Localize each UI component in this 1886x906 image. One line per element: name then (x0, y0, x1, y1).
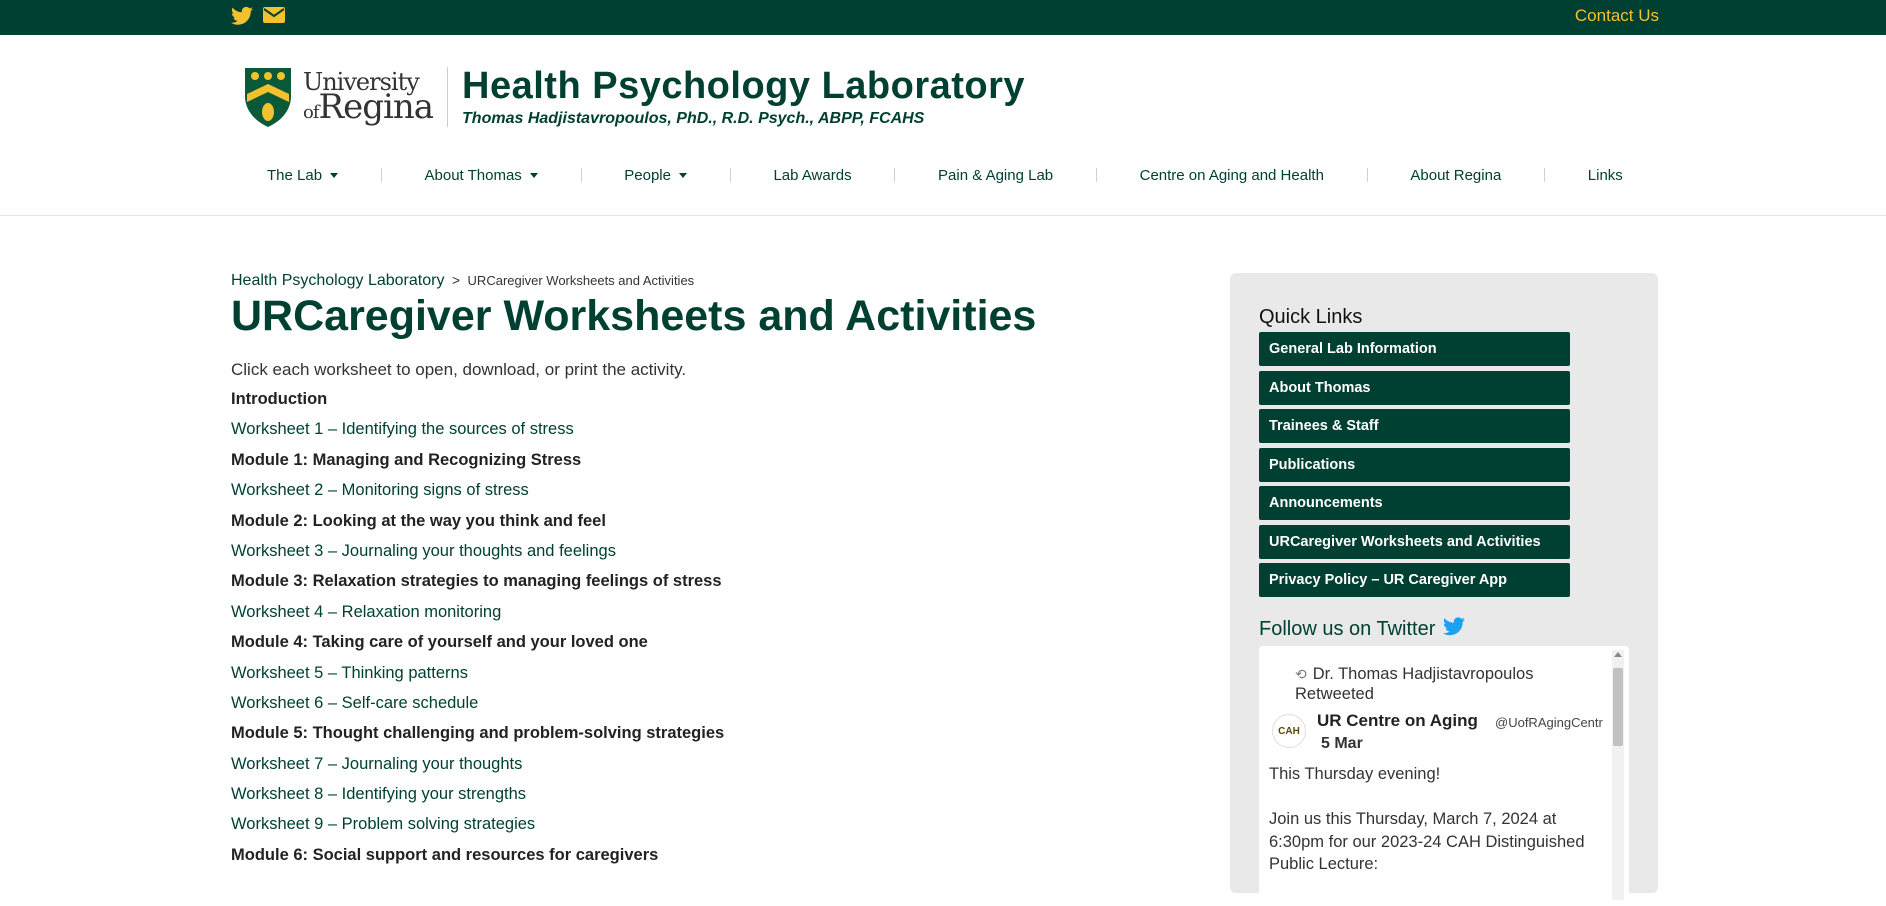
nav-item-label: About Regina (1410, 166, 1502, 184)
nav-separator (1544, 168, 1545, 182)
retweet-label (1295, 664, 1595, 704)
nav-item-centre-on-aging-and-health[interactable] (1140, 167, 1324, 184)
worksheet-link[interactable]: Worksheet 2 – Monitoring signs of stress (231, 481, 529, 500)
twitter-icon[interactable] (231, 6, 253, 26)
worksheet-list-item (231, 753, 1131, 783)
worksheet-list-item (231, 479, 1131, 509)
regina-word-line (303, 87, 434, 127)
nav-item-label: About Thomas (424, 166, 522, 184)
nav-separator (730, 168, 731, 182)
quick-links-title: Quick Links (1259, 306, 1363, 328)
tweet-author-name[interactable]: UR Centre on Aging (1317, 711, 1478, 730)
breadcrumb-separator: > (451, 272, 461, 288)
quick-link-button[interactable]: General Lab Information (1259, 332, 1570, 366)
quick-links-list (1259, 332, 1570, 602)
nav-item-label: People (624, 166, 671, 184)
quick-link-button[interactable]: Publications (1259, 448, 1570, 482)
timeline-scrollbar[interactable] (1612, 650, 1624, 900)
worksheet-list-item (231, 601, 1131, 631)
worksheet-list-item (231, 540, 1131, 570)
sidebar (1230, 273, 1658, 893)
caret-down-icon (330, 173, 338, 178)
university-word: University (303, 68, 419, 96)
top-bar (0, 0, 1886, 35)
nav-item-about-thomas[interactable] (425, 167, 538, 184)
worksheet-link[interactable]: Worksheet 8 – Identifying your strengths (231, 785, 527, 804)
nav-separator (894, 168, 895, 182)
breadcrumb-home-link[interactable]: Health Psychology Laboratory (231, 272, 445, 289)
tweet-date[interactable]: 5 Mar (1321, 735, 1363, 752)
worksheet-list-item (231, 783, 1131, 813)
brand-divider (447, 67, 448, 127)
main-nav (231, 160, 1659, 190)
university-crest-icon[interactable] (243, 66, 293, 128)
of-word: of (303, 102, 319, 123)
nav-separator (381, 168, 382, 182)
nav-item-label: The Lab (267, 166, 323, 184)
scroll-up-arrow-icon[interactable] (1614, 652, 1622, 657)
worksheet-list-item (231, 662, 1131, 692)
lab-subtitle: Thomas Hadjistavropoulos, PhD., R.D. Psych., ABPP, FCAHS (462, 109, 925, 127)
module-heading: Module 2: Looking at the way you think and feel (231, 511, 606, 530)
tweet-text: This Thursday evening! Join us this Thursday, March 7, 2024 at 6:30pm for our 2023-24 CAH Distinguished Public Lecture: (1269, 765, 1585, 873)
quick-link-button[interactable]: URCaregiver Worksheets and Activities (1259, 525, 1570, 559)
worksheet-list-item (231, 692, 1131, 722)
breadcrumb (231, 272, 694, 290)
nav-item-pain-aging-lab[interactable] (938, 167, 1053, 184)
lab-title-block (462, 66, 1025, 128)
worksheet-list-item (231, 813, 1131, 843)
intro-text: Click each worksheet to open, download, or print the activity. (231, 360, 687, 379)
worksheet-list-item (231, 418, 1131, 448)
caret-down-icon (530, 173, 538, 178)
nav-item-people[interactable] (624, 167, 687, 184)
contact-us-link[interactable]: Contact Us (1574, 6, 1659, 25)
worksheet-link[interactable]: Worksheet 4 – Relaxation monitoring (231, 602, 502, 621)
worksheet-link[interactable]: Worksheet 5 – Thinking patterns (231, 663, 468, 682)
worksheet-link[interactable]: Worksheet 9 – Problem solving strategies (231, 815, 536, 834)
quick-link-button[interactable]: Announcements (1259, 486, 1570, 520)
scrollbar-thumb[interactable] (1613, 668, 1623, 746)
retweet-icon: ⟲ (1295, 666, 1307, 682)
nav-item-label: Lab Awards (773, 166, 852, 184)
envelope-icon[interactable] (263, 6, 285, 26)
breadcrumb-current: URCaregiver Worksheets and Activities (467, 273, 695, 288)
twitter-bird-icon (1443, 617, 1465, 642)
nav-item-the-lab[interactable] (267, 167, 338, 184)
module-heading: Module 5: Thought challenging and problem-solving strategies (231, 724, 725, 743)
module-heading: Module 3: Relaxation strategies to managing feelings of stress (231, 572, 722, 591)
follow-twitter-heading (1259, 617, 1465, 642)
nav-item-links[interactable] (1588, 167, 1623, 184)
module-heading: Introduction (231, 390, 328, 408)
tweet-author-handle[interactable]: @UofRAgingCentr (1495, 715, 1603, 730)
regina-word: Regina (318, 87, 434, 127)
main-content (231, 358, 1131, 874)
nav-separator (1096, 168, 1097, 182)
module-heading: Module 4: Taking care of yourself and your loved one (231, 633, 648, 652)
twitter-timeline[interactable] (1259, 646, 1629, 906)
worksheet-link[interactable]: Worksheet 1 – Identifying the sources of stress (231, 420, 574, 439)
header-divider (0, 215, 1886, 216)
nav-separator (1367, 168, 1368, 182)
nav-separator (581, 168, 582, 182)
nav-item-lab-awards[interactable] (773, 167, 851, 184)
follow-twitter-label: Follow us on Twitter (1259, 618, 1436, 640)
nav-item-label: Pain & Aging Lab (938, 166, 1054, 184)
site-header (243, 66, 1025, 128)
lab-title[interactable]: Health Psychology Laboratory (462, 65, 1026, 108)
caret-down-icon (679, 173, 687, 178)
avatar[interactable]: CAH (1272, 714, 1306, 748)
module-heading: Module 6: Social support and resources for caregivers (231, 845, 659, 864)
nav-item-label: Centre on Aging and Health (1139, 166, 1324, 184)
worksheet-link[interactable]: Worksheet 7 – Journaling your thoughts (231, 754, 523, 773)
quick-link-button[interactable]: About Thomas (1259, 371, 1570, 405)
module-heading: Module 1: Managing and Recognizing Stress (231, 450, 582, 469)
worksheet-link[interactable]: Worksheet 3 – Journaling your thoughts and feelings (231, 541, 616, 560)
worksheet-link[interactable]: Worksheet 6 – Self-care schedule (231, 693, 479, 712)
quick-link-button[interactable]: Trainees & Staff (1259, 409, 1570, 443)
page-title: URCaregiver Worksheets and Activities (231, 292, 1037, 340)
university-wordmark[interactable] (303, 68, 434, 127)
retweet-text: Dr. Thomas Hadjistavropoulos Retweeted (1295, 665, 1534, 703)
nav-item-label: Links (1587, 166, 1623, 184)
quick-link-button[interactable]: Privacy Policy – UR Caregiver App (1259, 563, 1570, 597)
nav-item-about-regina[interactable] (1410, 167, 1501, 184)
social-links (231, 6, 285, 26)
